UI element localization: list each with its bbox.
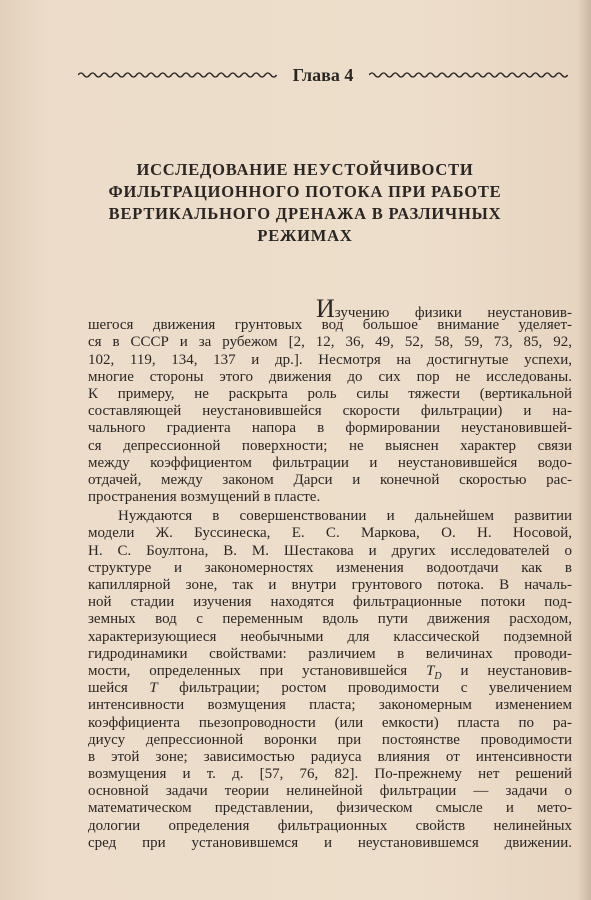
chapter-header: [78, 60, 568, 90]
text-line: мости, определенных при установившейся $T_D$ и неустановив-: [88, 662, 573, 682]
page-edge-shadow: [577, 0, 591, 900]
title-line: ВЕРТИКАЛЬНОГО ДРЕНАЖА В РАЗЛИЧНЫХ: [108, 204, 502, 223]
text-line: многие стороны этого движения до сих пор не исследованы.: [88, 368, 572, 385]
title-line: ИССЛЕДОВАНИЕ НЕУСТОЙЧИВОСТИ: [136, 160, 474, 179]
text-line: в этой зоне; зависимостью радиуса влияния от интенсивности: [88, 748, 572, 765]
title-line: РЕЖИМАХ: [257, 226, 353, 245]
text-line: между коэффициентом фильтрации и неустановившейся водо-: [88, 454, 572, 471]
text-line: структуре и закономерностях изменения водоотдачи как в: [88, 559, 572, 576]
body-text: [88, 294, 573, 852]
text-line: коэффициента пьезопроводности (или емкости) пласта по ра-: [88, 714, 572, 731]
text-line: гидродинамики свойствами: различием в величинах проводи-: [88, 645, 572, 662]
paragraph-2-first-line: Нуждаются в совершенствовании и дальнейшем развитии: [118, 508, 572, 525]
text-line: 102, 119, 134, 137 и др.]. Несмотря на достигнутые успехи,: [88, 351, 572, 368]
text-line: ной стадии изучения находятся фильтрационные потоки под-: [88, 594, 572, 611]
text-line: ся в СССР и за рубежом [2, 12, 36, 49, 52, 58, 59, 73, 85, 92,: [88, 334, 572, 351]
chapter-label: Глава 4: [292, 64, 354, 85]
text-line: сред при установившемся и неустановившемся движении.: [88, 834, 572, 851]
text-line: составляющей неустановившейся скорости фильтрации) и на-: [88, 403, 572, 420]
text-line: интенсивности возмущения пласта; закономерным изменением: [88, 697, 572, 714]
text-line: основной задачи теории нелинейной фильтрации — задачи о: [88, 783, 572, 800]
title-line: ФИЛЬТРАЦИОННОГО ПОТОКА ПРИ РАБОТЕ: [108, 182, 502, 201]
text-line: капиллярной зоне, так и внутри грунтового потока. В началь-: [88, 577, 572, 593]
drop-cap: И: [316, 294, 335, 323]
text-line: Н. С. Боултона, В. М. Шестакова и других исследователей о: [88, 542, 572, 559]
text-line: ся депрессионной поверхности; не выяснен характер связи: [88, 437, 572, 454]
text-line: шейся T фильтрации; ростом проводимости с увеличением: [88, 680, 573, 697]
text-line: математическом представлении, физическом смысле и мето-: [88, 800, 572, 817]
text-line: дологии определения фильтрационных свойств нелинейных: [88, 817, 572, 834]
text-line: пространения возмущений в пласте.: [88, 489, 321, 506]
text-line: отдачей, между законом Дарси и конечной скоростью рас-: [88, 471, 572, 488]
text-line: возмущения и т. д. [57, 76, 82]. По-прежнему нет решений: [88, 766, 572, 783]
first-line-text: зучению физики неустановив-: [334, 305, 572, 321]
text-line: модели Ж. Буссинеска, Е. С. Маркова, О. Н. Носовой,: [88, 525, 572, 542]
text-line: шегося движения грунтовых вод большое внимание уделяет-: [88, 317, 572, 334]
paragraph-1-first-line: [88, 294, 572, 323]
text-line: земных вод с переменным вдоль пути движения расходом,: [88, 611, 572, 628]
text-line: К примеру, не раскрыта роль силы тяжести (вертикальной: [88, 385, 572, 402]
wavy-rule-left: [78, 70, 277, 80]
wavy-rule-right: [369, 70, 568, 80]
text-line: чального градиента напора в формировании неустановившей-: [88, 420, 572, 437]
text-line: диусу депрессионной воронки при постоянстве проводимости: [88, 731, 572, 748]
chapter-title: [100, 159, 510, 247]
text-line: характеризующиеся необычными для классической подземной: [88, 628, 572, 645]
